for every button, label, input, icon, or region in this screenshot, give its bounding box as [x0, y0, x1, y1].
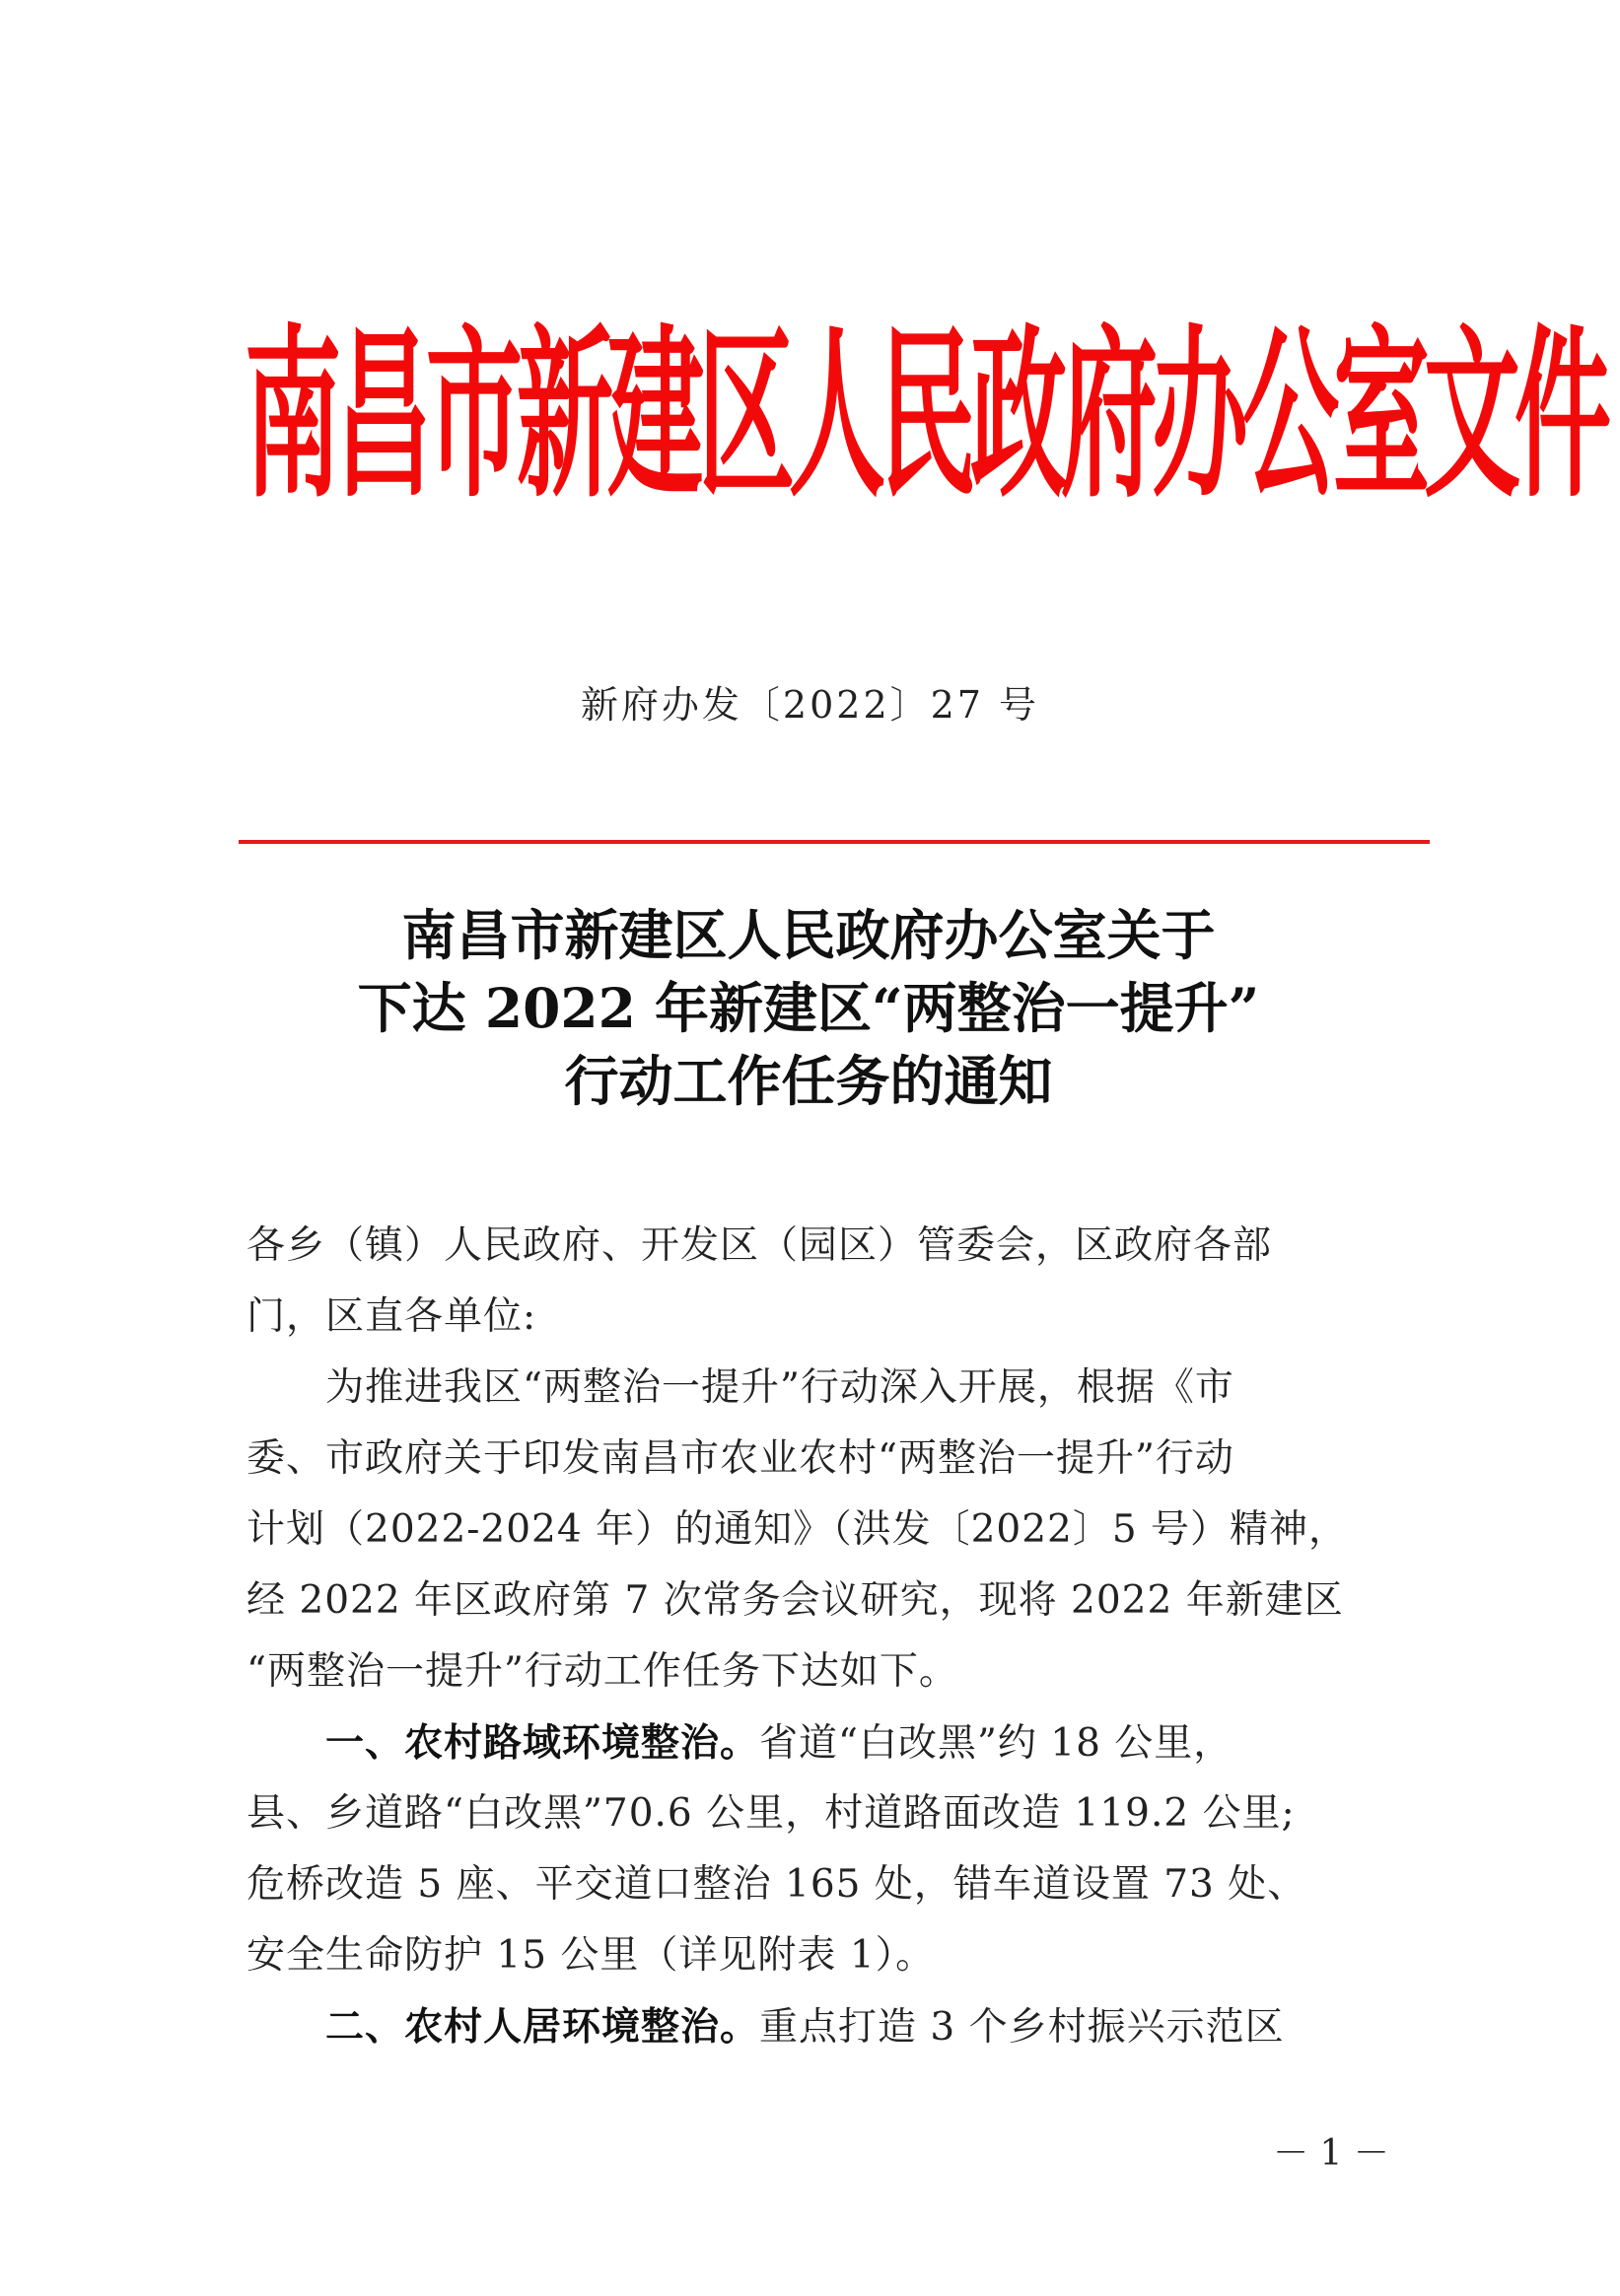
document-title [237, 899, 1380, 1118]
section-2-heading: 二、农村人居环境整治。 [325, 2004, 760, 2050]
intro-line-5: “两整治一提升”行动工作任务下达如下。 [247, 1649, 958, 1694]
recipient-line-2: 门，区直各单位: [247, 1294, 537, 1339]
red-divider-rule [239, 840, 1430, 844]
page-number: － 1 － [1273, 2133, 1389, 2174]
title-line-2: 下达 2022 年新建区“两整治一提升” [357, 976, 1260, 1040]
section-1-first-line [247, 1707, 1371, 1778]
title-line-1: 南昌市新建区人民政府办公室关于 [401, 903, 1216, 967]
document-number: 新府办发〔2022〕27 号 [580, 683, 1040, 727]
document-masthead: 南昌市新建区人民政府办公室文件 [245, 310, 1606, 524]
intro-line-2: 委、市政府关于印发南昌市农业农村“两整治一提升”行动 [247, 1436, 1234, 1481]
section-1-text-start: 省道“白改黑”约 18 公里， [759, 1721, 1233, 1766]
section-1-line-2: 县、乡道路“白改黑”70.6 公里，村道路面改造 119.2 公里; [247, 1791, 1296, 1836]
recipient-line-1: 各乡（镇）人民政府、开发区（园区）管委会，区政府各部 [247, 1223, 1273, 1268]
section-2-first-line [247, 1991, 1371, 2062]
intro-line-1: 为推进我区“两整治一提升”行动深入开展，根据《市 [325, 1365, 1234, 1410]
document-body [247, 1211, 1371, 2062]
title-line-3: 行动工作任务的通知 [564, 1049, 1053, 1113]
section-1-line-3: 危桥改造 5 座、平交道口整治 165 处，错车道设置 73 处、 [247, 1862, 1307, 1907]
intro-line-3: 计划（2022-2024 年）的通知》（洪发〔2022〕5 号）精神， [247, 1507, 1349, 1552]
section-1-heading: 一、农村路域环境整治。 [325, 1720, 760, 1766]
intro-line-4: 经 2022 年区政府第 7 次常务会议研究，现将 2022 年新建区 [247, 1578, 1344, 1623]
section-2-text-start: 重点打造 3 个乡村振兴示范区 [759, 2005, 1285, 2050]
section-1-line-4: 安全生命防护 15 公里（详见附表 1）。 [247, 1933, 936, 1978]
